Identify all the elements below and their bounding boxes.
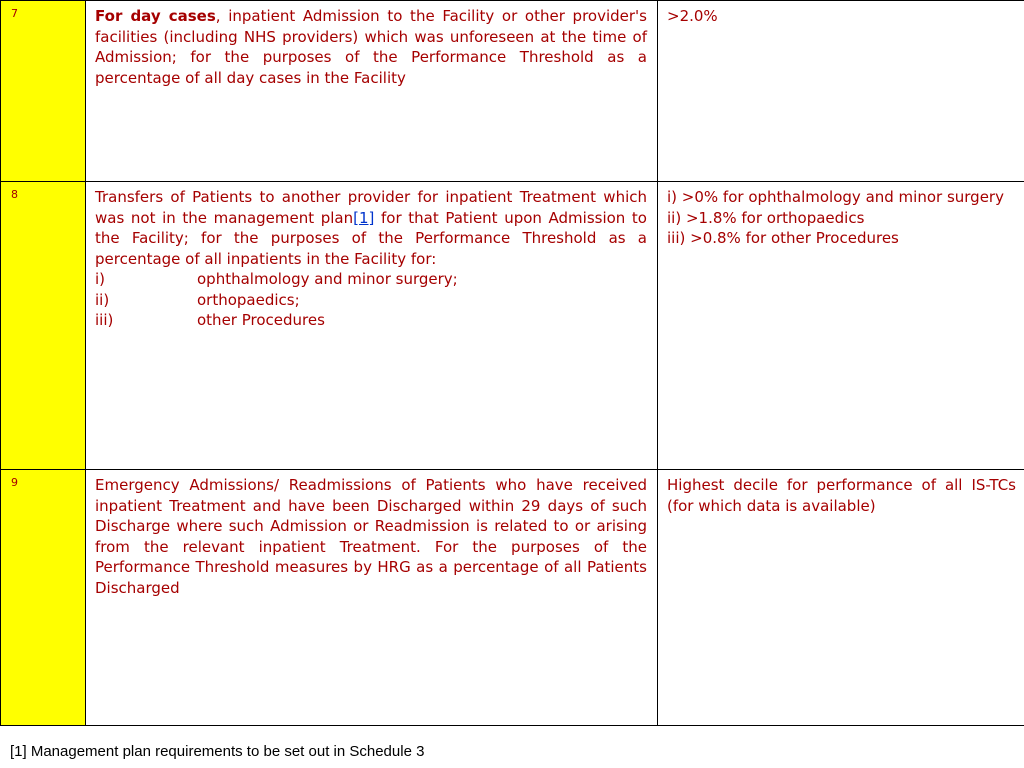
description-text: Transfers of Patients to another provider for inpatient Treatment which was not in the management plan <box>95 188 647 227</box>
list-item-text: orthopaedics; <box>197 290 300 309</box>
description-cell <box>86 1 658 182</box>
description-cell <box>86 182 658 470</box>
list-item-text: ophthalmology and minor surgery; <box>197 270 458 288</box>
list-item-marker: i) <box>95 270 106 288</box>
list-item <box>95 269 647 290</box>
row-number-cell <box>1 1 86 182</box>
threshold-line: ii) >1.8% for orthopaedics <box>667 208 865 227</box>
table-row <box>1 1 1024 182</box>
row-number: 9 <box>11 476 18 489</box>
row-number: 7 <box>11 7 18 20</box>
threshold-cell <box>658 1 1024 182</box>
description-cell <box>86 470 658 726</box>
threshold-cell <box>658 470 1024 726</box>
description-text: Emergency Admissions/ Readmissions of Patients who have received inpatient Treatment and have been Discharged within 29 days of such Discharge where such Admission or Readmission is related to or arising from the relevant inpatient Treatment. For the purposes of the Performance Threshold measures by HRG as a percentage of all Patients Discharged <box>95 476 647 597</box>
threshold-cell <box>658 182 1024 470</box>
list-item-marker: ii) <box>95 290 110 309</box>
description-paragraph <box>95 187 647 269</box>
table-row <box>1 182 1024 470</box>
description-bold-lead: For day cases <box>95 7 216 25</box>
threshold-value: Highest decile for performance of all IS-TCs (for which data is available) <box>667 476 1016 515</box>
list-item <box>95 310 647 331</box>
footnote-reference-link[interactable]: [1] <box>353 208 375 227</box>
list-item <box>95 290 647 311</box>
row-number: 8 <box>11 188 18 201</box>
threshold-line: iii) >0.8% for other Procedures <box>667 229 899 247</box>
list-item-text: other Procedures <box>197 311 325 329</box>
description-text: for that Patient upon Admission to the Facility; for the purposes of the Performance Threshold as a percentage of all inpatients in the Facility for: <box>95 208 647 268</box>
table-row <box>1 470 1024 726</box>
footnote: [1] Management plan requirements to be set out in Schedule 3 <box>10 743 425 760</box>
threshold-value: >2.0% <box>667 7 718 25</box>
threshold-line: i) >0% for ophthalmology and minor surgery <box>667 188 1004 206</box>
row-number-cell <box>1 470 86 726</box>
description-text: , inpatient Admission to the Facility or other provider's facilities (including NHS providers) which was unforeseen at the time of Admission; for the purposes of the Performance Threshold as a percentage of all day cases in the Facility <box>95 7 647 87</box>
list-item-marker: iii) <box>95 311 114 329</box>
row-number-cell <box>1 182 86 470</box>
